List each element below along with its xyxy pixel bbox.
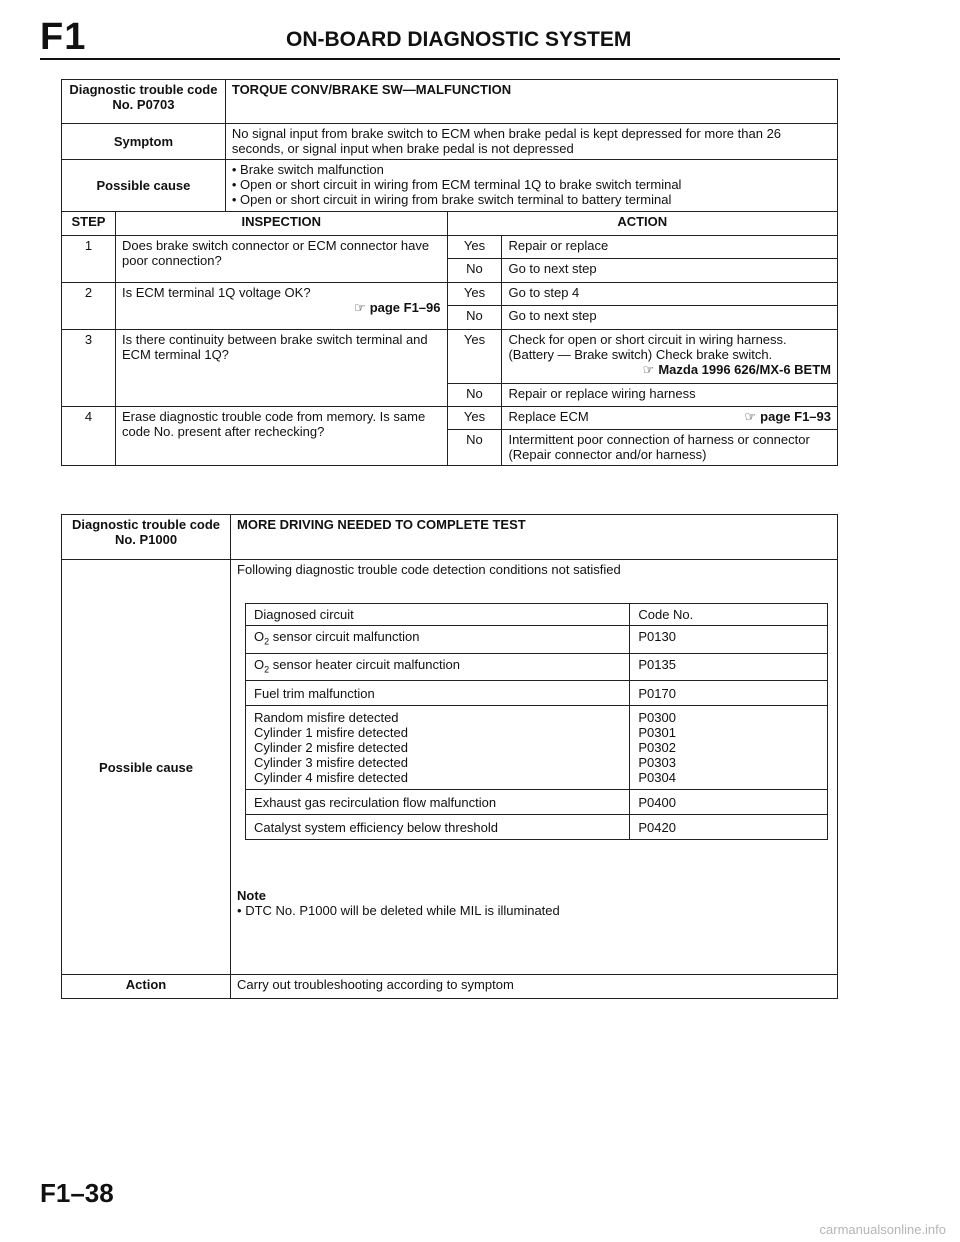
misfire-code: P0303 bbox=[638, 755, 676, 771]
dtc-p0703-table bbox=[61, 79, 838, 466]
no-action: Go to next step bbox=[502, 259, 838, 283]
yes-action: Replace ECM bbox=[508, 409, 589, 424]
circuit-cell: $O_2$ sensor circuit malfunction bbox=[246, 626, 630, 654]
step-inspection: Erase diagnostic trouble code from memory. Is same code No. present after rechecking? bbox=[115, 407, 447, 466]
misfire-item: Cylinder 2 misfire detected bbox=[254, 740, 408, 756]
code-cell: P0130 bbox=[630, 626, 828, 654]
possible-cause-label: Possible cause bbox=[62, 560, 231, 975]
circuit-header: Diagnosed circuit bbox=[246, 604, 630, 626]
step-number: 2 bbox=[62, 283, 116, 330]
code-cell-misfire bbox=[630, 706, 828, 790]
code-cell: P0400 bbox=[630, 790, 828, 815]
circuit-cell-misfire bbox=[246, 706, 630, 790]
yes-action: Check for open or short circuit in wiring harness. (Battery — Brake switch) Check brake switch. bbox=[508, 332, 787, 362]
manual-reference-text: Mazda 1996 626/MX-6 BETM bbox=[658, 362, 831, 377]
no-label: No bbox=[447, 430, 502, 466]
dtc-code-label: Diagnostic trouble code No. P0703 bbox=[62, 80, 226, 124]
diagnosed-circuit-table bbox=[245, 603, 828, 840]
yes-label: Yes bbox=[447, 283, 502, 306]
watermark: carmanualsonline.info bbox=[819, 1222, 946, 1237]
possible-cause-list bbox=[225, 160, 837, 212]
step-inspection: Does brake switch connector or ECM connector have poor connection? bbox=[115, 236, 447, 283]
yes-action-cell bbox=[502, 407, 838, 430]
misfire-item: Random misfire detected bbox=[254, 710, 399, 726]
code-cell: P0170 bbox=[630, 681, 828, 706]
condition-intro: Following diagnostic trouble code detection conditions not satisfied bbox=[237, 562, 621, 577]
circuit-cell: $O_2$ sensor heater circuit malfunction bbox=[246, 653, 630, 681]
no-action: Go to next step bbox=[502, 306, 838, 330]
possible-cause-content bbox=[231, 560, 838, 975]
code-cell: P0135 bbox=[630, 653, 828, 681]
action-text: Carry out troubleshooting according to symptom bbox=[231, 975, 838, 999]
code-cell: P0420 bbox=[630, 815, 828, 840]
action-label: Action bbox=[62, 975, 231, 999]
pointing-hand-icon: ☞ bbox=[354, 300, 366, 315]
no-label: No bbox=[447, 306, 502, 330]
section-code: F1 bbox=[40, 16, 87, 58]
yes-action: Repair or replace bbox=[502, 236, 838, 259]
circuit-cell: Fuel trim malfunction bbox=[246, 681, 630, 706]
cause-item: • Open or short circuit in wiring from ECM terminal 1Q to brake switch terminal bbox=[232, 177, 831, 192]
col-step-header: STEP bbox=[62, 212, 116, 236]
dtc-p1000-table bbox=[61, 514, 838, 999]
page-reference bbox=[745, 409, 831, 424]
yes-label: Yes bbox=[447, 330, 502, 384]
col-action-header: ACTION bbox=[447, 212, 837, 236]
circuit-cell: Exhaust gas recirculation flow malfunction bbox=[246, 790, 630, 815]
note-item: • DTC No. P1000 will be deleted while MIL is illuminated bbox=[237, 903, 831, 918]
note-title: Note bbox=[237, 888, 266, 904]
symptom-label: Symptom bbox=[62, 124, 226, 160]
yes-action: Go to step 4 bbox=[502, 283, 838, 306]
code-header: Code No. bbox=[630, 604, 828, 626]
misfire-item: Cylinder 4 misfire detected bbox=[254, 770, 408, 786]
cause-item: • Open or short circuit in wiring from brake switch terminal to battery terminal bbox=[232, 192, 831, 207]
no-label: No bbox=[447, 259, 502, 283]
dtc-code-label: Diagnostic trouble code No. P1000 bbox=[62, 515, 231, 560]
yes-label: Yes bbox=[447, 236, 502, 259]
page-reference-text: page F1–96 bbox=[369, 300, 441, 315]
col-inspection-header: INSPECTION bbox=[115, 212, 447, 236]
page-header bbox=[40, 16, 840, 60]
pointing-hand-icon: ☞ bbox=[744, 409, 757, 424]
note-block bbox=[237, 888, 831, 918]
step-inspection: Is there continuity between brake switch terminal and ECM terminal 1Q? bbox=[115, 330, 447, 407]
misfire-code: P0301 bbox=[638, 725, 676, 741]
circuit-cell: Catalyst system efficiency below threshold bbox=[246, 815, 630, 840]
yes-action-cell bbox=[502, 330, 838, 384]
misfire-code: P0304 bbox=[638, 770, 676, 786]
cause-item: • Brake switch malfunction bbox=[232, 162, 831, 177]
step-number: 1 bbox=[62, 236, 116, 283]
yes-label: Yes bbox=[447, 407, 502, 430]
possible-cause-label: Possible cause bbox=[62, 160, 226, 212]
misfire-code: P0302 bbox=[638, 740, 676, 756]
dtc-code-title: MORE DRIVING NEEDED TO COMPLETE TEST bbox=[231, 515, 838, 560]
step-inspection: Is ECM terminal 1Q voltage OK? bbox=[121, 285, 311, 300]
page-number: F1–38 bbox=[40, 1178, 114, 1208]
no-label: No bbox=[447, 384, 502, 407]
step-inspection-cell bbox=[115, 283, 447, 330]
page-reference bbox=[122, 300, 441, 315]
page-title: ON-BOARD DIAGNOSTIC SYSTEM bbox=[286, 28, 632, 51]
dtc-code-title: TORQUE CONV/BRAKE SW—MALFUNCTION bbox=[225, 80, 837, 124]
manual-reference bbox=[508, 362, 831, 377]
symptom-text: No signal input from brake switch to ECM when brake pedal is kept depressed for more than 26 seconds, or signal input when brake pedal is not depressed bbox=[225, 124, 837, 160]
misfire-item: Cylinder 1 misfire detected bbox=[254, 725, 408, 741]
page-reference-text: page F1–93 bbox=[760, 409, 831, 424]
step-number: 4 bbox=[62, 407, 116, 466]
no-action: Repair or replace wiring harness bbox=[502, 384, 838, 407]
misfire-item: Cylinder 3 misfire detected bbox=[254, 755, 408, 771]
no-action: Intermittent poor connection of harness or connector (Repair connector and/or harness) bbox=[502, 430, 838, 466]
step-number: 3 bbox=[62, 330, 116, 407]
misfire-code: P0300 bbox=[638, 710, 676, 726]
pointing-hand-icon: ☞ bbox=[642, 362, 655, 377]
